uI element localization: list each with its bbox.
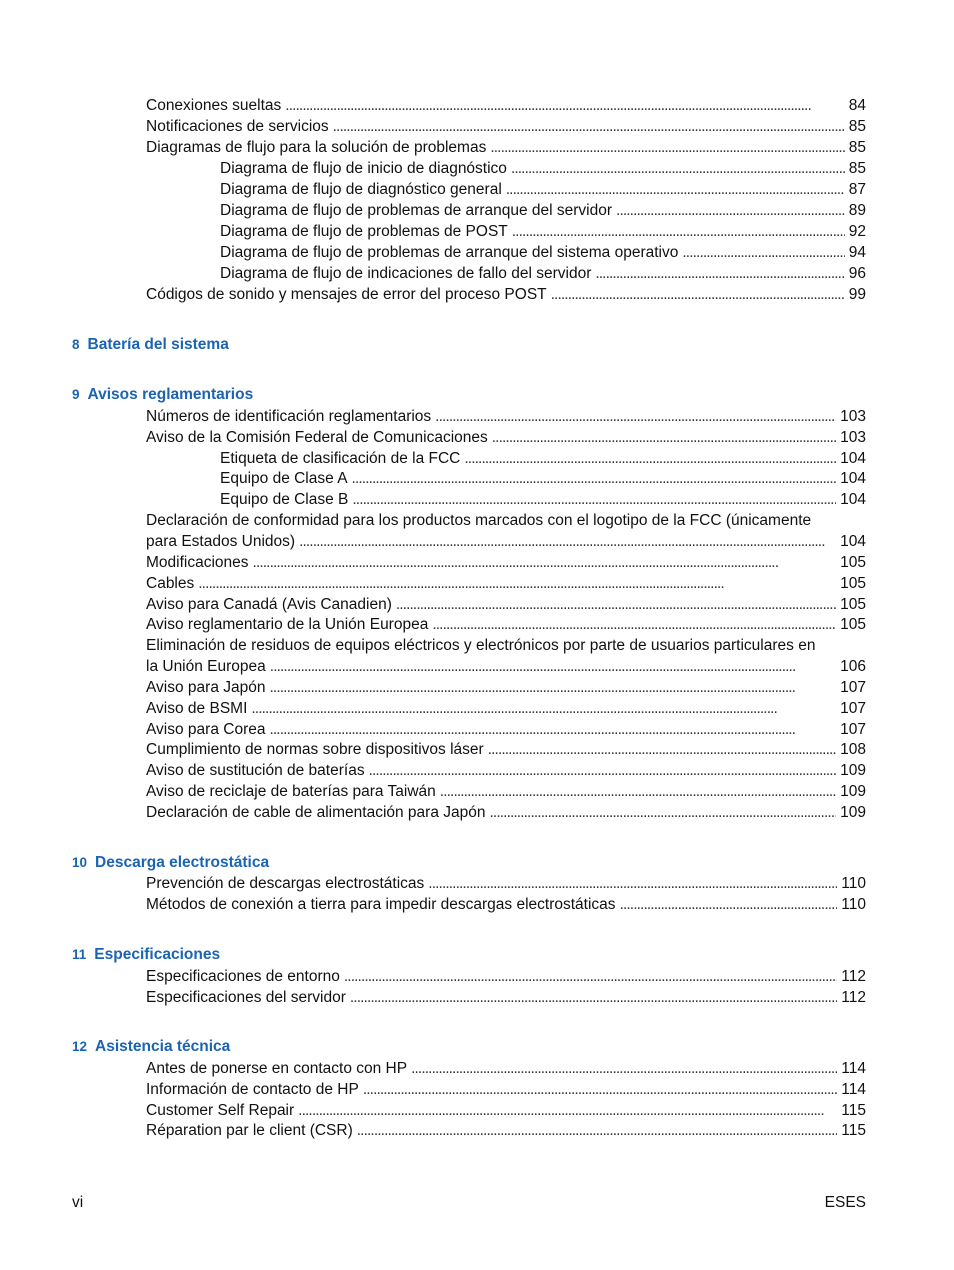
dot-leader: [428, 873, 837, 894]
dot-leader: [396, 594, 836, 615]
toc-entry[interactable]: [0, 873, 954, 894]
toc-entry-page: 87: [848, 181, 866, 198]
toc-entry-page: 89: [848, 202, 866, 219]
toc-entry-page: 105: [840, 554, 866, 571]
toc-entry-page: 108: [840, 741, 866, 758]
dot-leader: [616, 200, 845, 221]
footer-page-number: vi: [72, 1194, 84, 1211]
toc-subentry[interactable]: [0, 158, 954, 179]
toc-entry[interactable]: [0, 284, 954, 305]
toc-entry-page: 84: [848, 97, 866, 114]
toc-entry-page: 112: [841, 968, 866, 985]
dot-leader: [551, 284, 845, 305]
toc-entry-title: Cables: [146, 575, 195, 592]
chapter-number: 8: [72, 337, 80, 352]
toc-entry[interactable]: [0, 760, 954, 781]
toc-entry-title: Notificaciones de servicios: [146, 118, 329, 135]
toc-entry-title: Aviso para Japón: [146, 679, 266, 696]
toc-entry-title: Números de identificación reglamentarios: [146, 408, 432, 425]
dot-leader: [512, 221, 845, 242]
toc-subentry[interactable]: [0, 179, 954, 200]
toc-subentry[interactable]: [0, 221, 954, 242]
dot-leader: [490, 137, 844, 158]
toc-entry-page: 105: [840, 575, 866, 592]
dot-leader: [251, 698, 836, 719]
chapter-heading[interactable]: [72, 1036, 230, 1057]
toc-entry-title: Aviso reglamentario de la Unión Europea: [146, 616, 429, 633]
toc-entry-page: 107: [840, 721, 866, 738]
toc-subentry[interactable]: [0, 468, 954, 489]
toc-entry[interactable]: [0, 1100, 954, 1121]
toc-entry[interactable]: [0, 552, 954, 573]
dot-leader: [464, 448, 836, 469]
toc-entry-title: Diagrama de flujo de indicaciones de fallo del servidor: [220, 265, 592, 282]
toc-entry-page: 109: [840, 783, 866, 800]
dot-leader: [595, 263, 844, 284]
toc-subentry[interactable]: [0, 448, 954, 469]
toc-entry-title: Modificaciones: [146, 554, 249, 571]
dot-leader: [488, 739, 836, 760]
toc-entry-title: Diagrama de flujo de inicio de diagnóstico: [220, 160, 507, 177]
dot-leader: [357, 1120, 838, 1141]
toc-entry-page: 115: [841, 1102, 866, 1119]
dot-leader: [350, 987, 837, 1008]
toc-entry[interactable]: [0, 987, 954, 1008]
toc-entry[interactable]: [0, 594, 954, 615]
dot-leader: [682, 242, 844, 263]
dot-leader: [440, 781, 836, 802]
chapter-title: Avisos reglamentarios: [87, 386, 254, 403]
toc-entry-title: Aviso para Corea: [146, 721, 266, 738]
toc-entry[interactable]: [0, 781, 954, 802]
toc-entry-page: 96: [848, 265, 866, 282]
toc-entry[interactable]: [0, 698, 954, 719]
toc-entry-title: para Estados Unidos): [146, 533, 296, 550]
chapter-heading[interactable]: [72, 852, 269, 873]
toc-entry-title: Aviso de la Comisión Federal de Comunicaciones: [146, 429, 488, 446]
toc-entry[interactable]: [0, 137, 954, 158]
toc-entry-title: Prevención de descargas electrostáticas: [146, 875, 425, 892]
toc-entry[interactable]: [0, 656, 954, 677]
toc-entry[interactable]: [0, 427, 954, 448]
toc-entry-title: Aviso de reciclaje de baterías para Taiwán: [146, 783, 436, 800]
toc-entry-title: Especificaciones de entorno: [146, 968, 340, 985]
toc-entry-title: Diagrama de flujo de problemas de POST: [220, 223, 508, 240]
dot-leader: [490, 802, 837, 823]
toc-entry-page: 85: [848, 139, 866, 156]
toc-entry-line1[interactable]: [0, 510, 954, 531]
toc-entry[interactable]: [0, 1120, 954, 1141]
toc-entry[interactable]: [0, 573, 954, 594]
toc-entry-title: Diagrama de flujo de diagnóstico general: [220, 181, 502, 198]
toc-entry-page: 99: [848, 286, 866, 303]
chapter-title: Descarga electrostática: [95, 854, 270, 871]
dot-leader: [344, 966, 837, 987]
dot-leader: [411, 1058, 837, 1079]
toc-entry-page: 104: [840, 470, 866, 487]
toc-entry-page: 105: [840, 596, 866, 613]
toc-entry[interactable]: [0, 739, 954, 760]
dot-leader: [270, 677, 837, 698]
toc-entry-title: Declaración de conformidad para los productos marcados con el logotipo de la FCC (únicamente: [146, 512, 812, 529]
dot-leader: [435, 406, 836, 427]
dot-leader: [352, 489, 836, 510]
chapter-heading[interactable]: [72, 384, 253, 405]
chapter-heading[interactable]: [72, 334, 229, 355]
toc-entry-page: 109: [840, 804, 866, 821]
dot-leader: [298, 1100, 837, 1121]
dot-leader: [270, 656, 836, 677]
toc-entry-page: 110: [841, 875, 866, 892]
dot-leader: [369, 760, 837, 781]
chapter-title: Especificaciones: [94, 946, 221, 963]
toc-entry-title: Diagramas de flujo para la solución de problemas: [146, 139, 487, 156]
toc-entry-page: 115: [841, 1122, 866, 1139]
toc-entry-title: Métodos de conexión a tierra para impedir descargas electrostáticas: [146, 896, 616, 913]
chapter-number: 11: [72, 947, 87, 962]
toc-entry[interactable]: [0, 1058, 954, 1079]
dot-leader: [333, 116, 845, 137]
dot-leader: [620, 894, 838, 915]
toc-entry-title: Especificaciones del servidor: [146, 989, 346, 1006]
toc-entry-page: 104: [840, 533, 866, 550]
toc-entry-page: 104: [840, 450, 866, 467]
chapter-number: 12: [72, 1039, 88, 1054]
dot-leader: [506, 179, 845, 200]
dot-leader: [253, 552, 837, 573]
toc-entry-page: 94: [848, 244, 866, 261]
toc-entry[interactable]: [0, 116, 954, 137]
toc-entry[interactable]: [0, 95, 954, 116]
toc-entry-title: Diagrama de flujo de problemas de arranque del servidor: [220, 202, 613, 219]
toc-entry-page: 103: [840, 429, 866, 446]
toc-entry[interactable]: [0, 614, 954, 635]
chapter-number: 10: [72, 855, 88, 870]
toc-entry-title: Réparation par le client (CSR): [146, 1122, 353, 1139]
toc-entry-title: Diagrama de flujo de problemas de arranque del sistema operativo: [220, 244, 679, 261]
toc-entry[interactable]: [0, 894, 954, 915]
toc-entry-title: Cumplimiento de normas sobre dispositivos láser: [146, 741, 484, 758]
toc-entry[interactable]: [0, 677, 954, 698]
toc-entry-page: 104: [840, 491, 866, 508]
toc-entry-page: 112: [841, 989, 866, 1006]
dot-leader: [492, 427, 836, 448]
toc-entry-page: 103: [840, 408, 866, 425]
toc-entry-page: 85: [848, 118, 866, 135]
toc-entry-page: 114: [841, 1060, 866, 1077]
toc-entry-title: Conexiones sueltas: [146, 97, 282, 114]
toc-entry-page: 92: [848, 223, 866, 240]
toc-entry[interactable]: [0, 966, 954, 987]
toc-entry-page: 105: [840, 616, 866, 633]
toc-entry[interactable]: [0, 1079, 954, 1100]
dot-leader: [352, 468, 837, 489]
toc-entry-line1[interactable]: [0, 635, 954, 656]
toc-subentry[interactable]: [0, 242, 954, 263]
toc-entry-page: 110: [841, 896, 866, 913]
dot-leader: [363, 1079, 837, 1100]
dot-leader: [511, 158, 845, 179]
toc-entry-title: Información de contacto de HP: [146, 1081, 359, 1098]
toc-entry[interactable]: [0, 531, 954, 552]
toc-entry-page: 106: [840, 658, 866, 675]
toc-entry-title: Equipo de Clase A: [220, 470, 348, 487]
toc-entry-page: 85: [848, 160, 866, 177]
toc-entry-title: Aviso de sustitución de baterías: [146, 762, 365, 779]
toc-entry-page: 109: [840, 762, 866, 779]
toc-entry-title: Códigos de sonido y mensajes de error del proceso POST: [146, 286, 547, 303]
dot-leader: [285, 95, 844, 116]
toc-entry-page: 114: [841, 1081, 866, 1098]
toc-subentry[interactable]: [0, 200, 954, 221]
toc-entry[interactable]: [0, 719, 954, 740]
toc-entry-title: Eliminación de residuos de equipos eléctricos y electrónicos por parte de usuarios particulares en: [146, 637, 816, 654]
toc-entry-page: 107: [840, 679, 866, 696]
toc-entry-title: Aviso para Canadá (Avis Canadien): [146, 596, 392, 613]
toc-subentry[interactable]: [0, 263, 954, 284]
toc-entry-title: Customer Self Repair: [146, 1102, 295, 1119]
toc-entry-title: Antes de ponerse en contacto con HP: [146, 1060, 408, 1077]
toc-entry-title: Equipo de Clase B: [220, 491, 349, 508]
chapter-heading[interactable]: [72, 944, 220, 965]
toc-entry-title: la Unión Europea: [146, 658, 266, 675]
toc-subentry[interactable]: [0, 489, 954, 510]
dot-leader: [299, 531, 836, 552]
footer-locale: ESES: [824, 1194, 866, 1211]
chapter-title: Batería del sistema: [87, 336, 229, 353]
toc-entry-title: Etiqueta de clasificación de la FCC: [220, 450, 461, 467]
toc-entry[interactable]: [0, 406, 954, 427]
toc-entry[interactable]: [0, 802, 954, 823]
dot-leader: [269, 719, 836, 740]
dot-leader: [432, 614, 836, 635]
dot-leader: [198, 573, 836, 594]
toc-entry-title: Declaración de cable de alimentación para Japón: [146, 804, 486, 821]
toc-entry-page: 107: [840, 700, 866, 717]
chapter-number: 9: [72, 387, 80, 402]
toc-entry-title: Aviso de BSMI: [146, 700, 248, 717]
chapter-title: Asistencia técnica: [95, 1038, 231, 1055]
